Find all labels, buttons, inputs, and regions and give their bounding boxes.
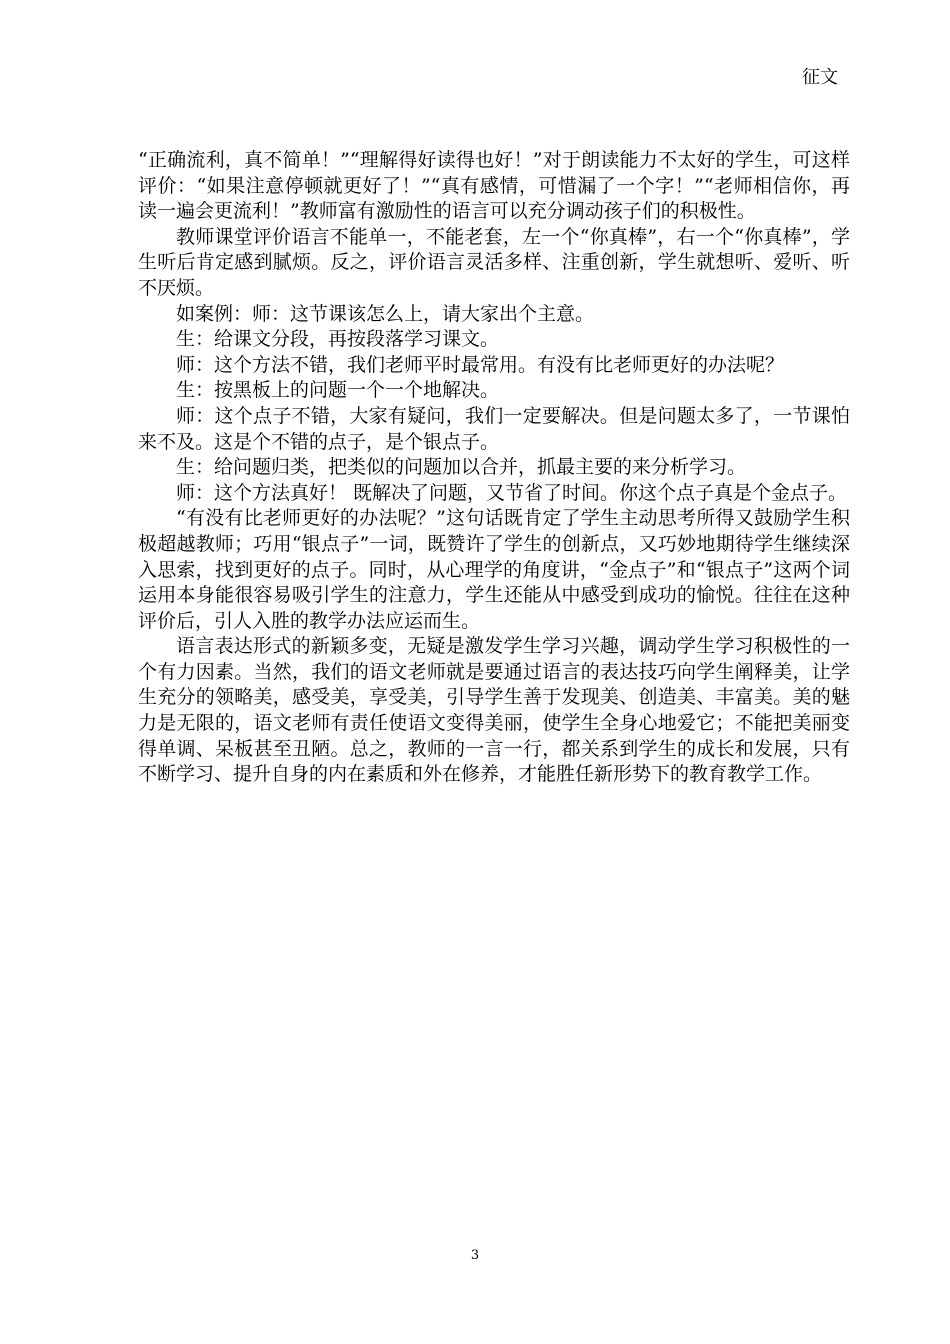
page-header-label: 征文	[802, 67, 838, 88]
paragraph: 教师课堂评价语言不能单一，不能老套，左一个“你真棒”，右一个“你真棒”，学生听后肯定感到腻烦。反之，评价语言灵活多样、注重创新，学生就想听、爱听、听不厌烦。	[138, 225, 850, 299]
paragraph: 师：这个点子不错，大家有疑问，我们一定要解决。但是问题太多了，一节课怕来不及。这是个不错的点子，是个银点子。	[138, 404, 850, 453]
page-number: 3	[470, 1248, 480, 1263]
paragraph: 如案例：师：这节课该怎么上，请大家出个主意。	[176, 302, 595, 325]
paragraph: 师：这个方法真好！ 既解决了问题，又节省了时间。你这个点子真是个金点子。	[176, 481, 848, 504]
paragraph: “有没有比老师更好的办法呢？”这句话既肯定了学生主动思考所得又鼓励学生积极超越教师；巧用“银点子”一词，既赞许了学生的创新点，又巧妙地期待学生继续深入思索，找到更好的点子。同时，从心理学的角度讲，“金点子”和“银点子”这两个词运用本身能很容易吸引学生的注意力，学生还能从中感受到成功的愉悦。往往在这种评价后，引人入胜的教学办法应运而生。	[138, 507, 850, 632]
paragraph: 生：按黑板上的问题一个一个地解决。	[176, 379, 500, 402]
paragraph: 生：给问题归类，把类似的问题加以合并，抓最主要的来分析学习。	[176, 456, 747, 479]
paragraph: 语言表达形式的新颖多变，无疑是激发学生学习兴趣，调动学生学习积极性的一个有力因素。当然，我们的语文老师就是要通过语言的表达技巧向学生阐释美，让学生充分的领略美，感受美，享受美，引导学生善于发现美、创造美、丰富美。美的魅力是无限的，语文老师有责任使语文变得美丽，使学生全身心地爱它；不能把美丽变得单调、呆板甚至丑陋。总之，教师的一言一行，都关系到学生的成长和发展，只有不断学习、提升自身的内在素质和外在修养，才能胜任新形势下的教育教学工作。	[138, 635, 850, 786]
paragraph: 生：给课文分段，再按段落学习课文。	[176, 328, 500, 351]
body-text	[138, 148, 850, 788]
paragraph: 师：这个方法不错，我们老师平时最常用。有没有比老师更好的办法呢？	[176, 353, 785, 376]
paragraph: “正确流利，真不简单！”“理解得好读得也好！”对于朗读能力不太好的学生，可这样评价：“如果注意停顿就更好了！”“真有感情，可惜漏了一个字！”“老师相信你，再读一遍会更流利！”教师富有激励性的语言可以充分调动孩子们的积极性。	[138, 149, 850, 223]
